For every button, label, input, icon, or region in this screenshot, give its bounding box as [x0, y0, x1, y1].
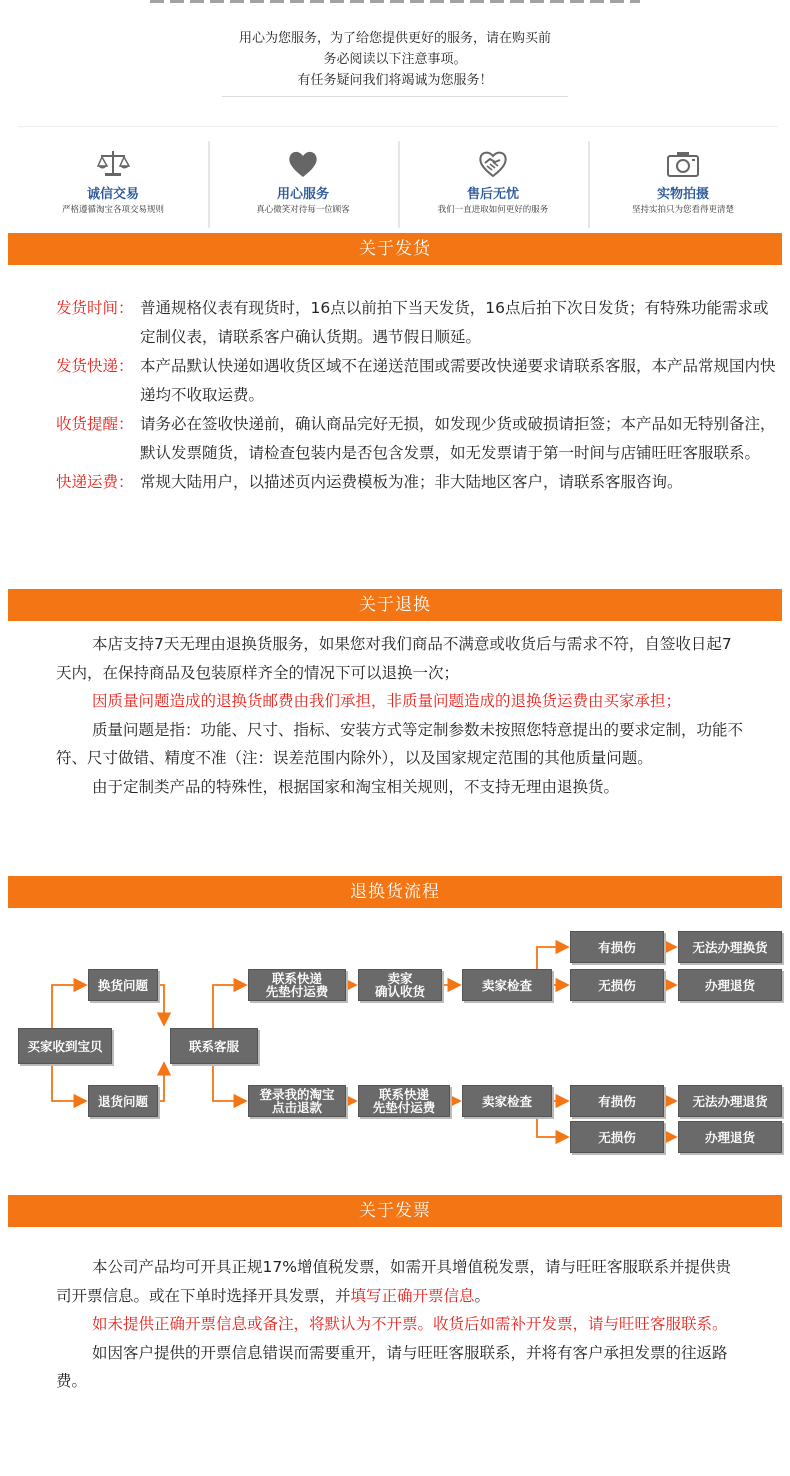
- feature-title: 售后无忧: [466, 187, 519, 202]
- returns-info: [56, 630, 746, 801]
- service-features: [18, 126, 778, 228]
- flow-banner: 退换货流程: [8, 876, 782, 908]
- feature-title: 诚信交易: [86, 187, 139, 202]
- returns-banner: 关于退换: [8, 589, 782, 621]
- flow-rf-step2: 联系快递 先垫付运费: [358, 1085, 450, 1117]
- invoice-text: 。: [474, 1286, 491, 1305]
- flow-rf-damaged: 有损伤: [570, 1085, 664, 1117]
- feature-desc: 严格遵循淘宝各项交易规则: [61, 205, 164, 215]
- shipping-label: 发货快递：: [56, 357, 134, 375]
- invoice-text-red: 填写正确开票信息: [350, 1286, 475, 1305]
- flow-exchange: 换货问题: [88, 969, 158, 1001]
- invoice-banner: 关于发票: [8, 1195, 782, 1227]
- flow-rf-result-bad: 无法办理退货: [678, 1085, 782, 1117]
- invoice-paragraph-red: 如未提供正确开票信息或备注，将默认为不开票。收货后如需补开发票，请与旺旺客服联系。: [92, 1315, 728, 1333]
- flow-rf-result-ok: 办理退货: [678, 1121, 782, 1153]
- flow-ex-undamaged: 无损伤: [570, 969, 664, 1001]
- shipping-row-receipt: [56, 410, 776, 468]
- flow-rf-check: 卖家检查: [462, 1085, 552, 1117]
- feature-desc: 坚持实拍只为您看得更清楚: [631, 205, 734, 215]
- camera-icon: [666, 147, 700, 181]
- heart-icon: [286, 147, 320, 181]
- returns-paragraph-red: 因质量问题造成的退换货邮费由我们承担，非质量问题造成的退换货运费由买家承担；: [92, 692, 682, 710]
- intro-divider: [222, 96, 568, 97]
- flow-arrows: [0, 925, 790, 1165]
- feature-real-photo: [588, 126, 778, 228]
- flow-ex-damaged: 有损伤: [570, 931, 664, 963]
- feature-desc: 真心微笑对待每一位顾客: [256, 205, 350, 215]
- flow-ex-step1: 联系快递 先垫付运费: [248, 969, 346, 1001]
- shipping-text: 请务必在签收快递前，确认商品完好无损，如发现少货或破损请拒签；本产品如无特别备注，默认发票随货，请检查包装内是否包含发票，如无发票请于第一时间与店铺旺旺客服联系。: [140, 415, 776, 462]
- flow-ex-step2: 卖家 确认收货: [358, 969, 442, 1001]
- shipping-label: 收货提醒：: [56, 415, 134, 433]
- shipping-text: 常规大陆用户，以描述页内运费模板为准；非大陆地区客户，请联系客服咨询。: [140, 473, 683, 491]
- flow-rf-undamaged: 无损伤: [570, 1121, 664, 1153]
- invoice-text: 本公司产品均可开具正规17%增值税发票，如需开具增值税发票，请与旺旺客服联系并提供贵司开票信息。或在下单时选择开具发票，并: [56, 1258, 731, 1305]
- returns-paragraph: 本店支持7天无理由退换货服务，如果您对我们商品不满意或收货后与需求不符，自签收日起7天内，在保持商品及包装原样齐全的情况下可以退换一次；: [56, 635, 732, 682]
- top-decor-strip: [0, 0, 790, 6]
- intro-line-3: 有任务疑问我们将竭诚为您服务！: [297, 73, 493, 88]
- shipping-row-time: [56, 294, 776, 352]
- shipping-text: 本产品默认快递如遇收货区域不在递送范围或需要改快递要求请联系客服，本产品常规国内快递均不收取运费。: [140, 357, 776, 404]
- feature-honest-trade: [18, 126, 208, 228]
- shipping-row-courier: [56, 352, 776, 410]
- feature-title: 用心服务: [276, 187, 329, 202]
- shipping-label: 发货时间：: [56, 299, 134, 317]
- return-flowchart: [0, 925, 790, 1165]
- feature-after-sales: [398, 126, 588, 228]
- invoice-paragraph: 如因客户提供的开票信息错误而需要重开，请与旺旺客服联系，并将有客户承担发票的往返路费。: [56, 1343, 728, 1390]
- shipping-row-fee: [56, 468, 776, 497]
- flow-ex-check: 卖家检查: [462, 969, 552, 1001]
- shipping-text: 普通规格仪表有现货时，16点以前拍下当天发货，16点后拍下次日发货；有特殊功能需求或定制仪表，请联系客户确认货期。遇节假日顺延。: [140, 299, 769, 346]
- flow-start: 买家收到宝贝: [18, 1028, 112, 1064]
- invoice-info: [56, 1253, 746, 1396]
- shipping-banner: 关于发货: [8, 233, 782, 265]
- scale-icon: [96, 147, 130, 181]
- feature-desc: 我们一直进取如何更好的服务: [437, 205, 549, 215]
- flow-rf-step1: 登录我的淘宝 点击退款: [248, 1085, 346, 1117]
- invoice-paragraph-1: [56, 1253, 746, 1310]
- flow-ex-result-ok: 办理退货: [678, 969, 782, 1001]
- handshake-icon: [476, 147, 510, 181]
- feature-attentive-service: [208, 126, 398, 228]
- intro-line-1: 用心为您服务，为了给您提供更好的服务，请在购买前: [238, 31, 551, 46]
- returns-paragraph: 质量问题是指：功能、尺寸、指标、安装方式等定制参数未按照您特意提出的要求定制，功能不符、尺寸做错、精度不准（注：误差范围内除外），以及国家规定范围的其他质量问题。: [56, 720, 744, 767]
- intro-line-2: 务必阅读以下注意事项。: [323, 52, 467, 67]
- intro-notice: [0, 28, 790, 91]
- shipping-label: 快递运费：: [56, 473, 134, 491]
- feature-title: 实物拍摄: [656, 187, 709, 202]
- flow-ex-result-bad: 无法办理换货: [678, 931, 782, 963]
- flow-refund: 退货问题: [88, 1085, 158, 1117]
- shipping-info: [56, 294, 776, 497]
- returns-paragraph: 由于定制类产品的特殊性，根据国家和淘宝相关规则，不支持无理由退换货。: [92, 777, 620, 796]
- flow-contact-service: 联系客服: [170, 1028, 258, 1064]
